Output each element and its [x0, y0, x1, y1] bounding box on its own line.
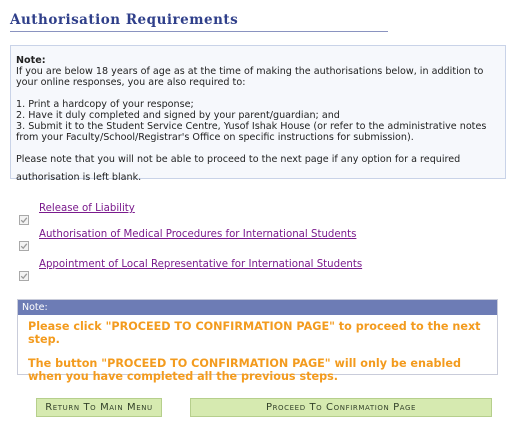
note-step-1: 1. Print a hardcopy of your response;: [16, 99, 194, 110]
link-local-representative[interactable]: Appointment of Local Representative for International Students: [39, 259, 363, 270]
link-medical-procedures[interactable]: Authorisation of Medical Procedures for International Students: [39, 229, 357, 240]
note-intro: If you are below 18 years of age as at the time of making the authorisations below, in addition to your online responses, you are also required to:: [16, 66, 484, 88]
checkbox-checked-icon[interactable]: [19, 266, 29, 276]
return-to-main-menu-button[interactable]: Return To Main Menu: [36, 398, 162, 417]
proceed-note-line1: Please click "PROCEED TO CONFIRMATION PAGE" to proceed to the next step.: [28, 320, 481, 346]
checkbox-checked-icon[interactable]: [19, 236, 29, 246]
proceed-note-line2: The button "PROCEED TO CONFIRMATION PAGE" will only be enabled when you have completed all the previous steps.: [28, 357, 461, 383]
title-underline: [10, 31, 388, 32]
checkbox-checked-icon[interactable]: [19, 210, 29, 220]
note-warning: Please note that you will not be able to proceed to the next page if any option for a required authorisation is left blank.: [16, 154, 461, 183]
proceed-to-confirmation-button[interactable]: Proceed To Confirmation Page: [190, 398, 492, 417]
note-step-2: 2. Have it duly completed and signed by your parent/guardian; and: [16, 110, 340, 121]
note-label: Note:: [16, 55, 46, 66]
proceed-note-box: [17, 299, 498, 383]
requirement-item-local-rep: [19, 259, 363, 279]
note-step-3: 3. Submit it to the Student Service Centre, Yusof Ishak House (or refer to the administrative notes from your Faculty/School/Registrar's Office on specific instructions for submission).: [16, 121, 487, 143]
proceed-note-header: Note:: [18, 300, 497, 315]
instructions-note-box: [10, 45, 506, 183]
requirement-item-medical: [19, 229, 357, 249]
requirement-item-liability: [19, 203, 135, 223]
page-title: Authorisation Requirements: [10, 12, 239, 28]
link-release-of-liability[interactable]: Release of Liability: [39, 203, 135, 214]
